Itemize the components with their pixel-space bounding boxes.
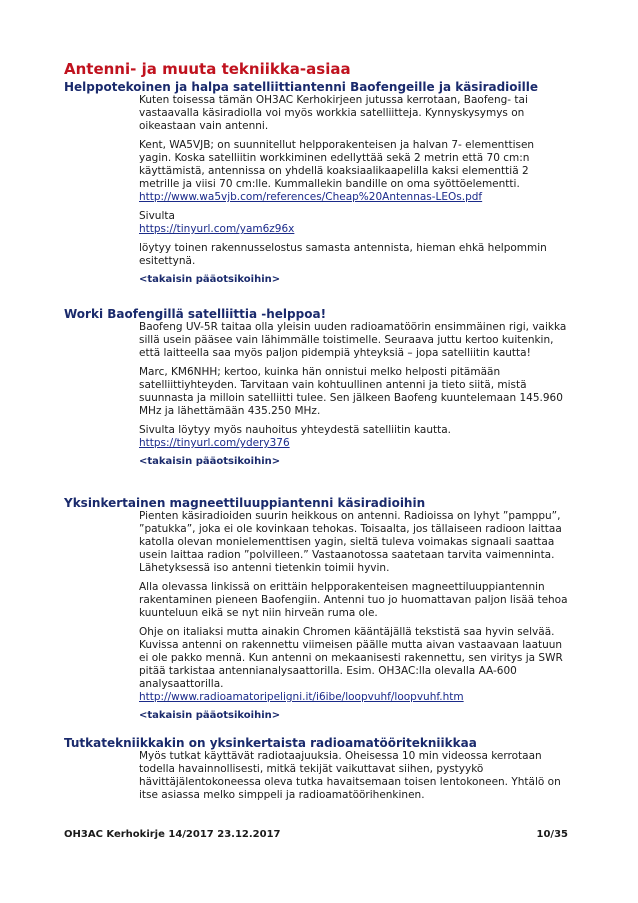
- paragraph: Sivulta https://tinyurl.com/yam6z96x: [139, 210, 295, 235]
- section-heading: Yksinkertainen magneettiluuppiantenni käsiradioihin: [64, 496, 426, 510]
- back-to-top-link[interactable]: <takaisin pääotsikoihin>: [139, 456, 281, 467]
- back-to-top-link[interactable]: <takaisin pääotsikoihin>: [139, 274, 281, 285]
- footer-publication: OH3AC Kerhokirje 14/2017 23.12.2017: [64, 829, 281, 840]
- paragraph: Myös tutkat käyttävät radiotaajuuksia. Oheisessa 10 min videossa kerrotaan todella havainnollisesti, mitkä tekijät vaikuttavat siihen, pystyykö hävittäjälentokoneessa oleva tutka havaitsemaan toisen lentokoneen. Yhtälö on itse asiassa melko simppeli ja radioamatöörihenkinen.: [139, 750, 561, 801]
- section-satellite-antenna: [64, 80, 568, 285]
- paragraph: Baofeng UV-5R taitaa olla yleisin uuden radioamatöörin ensimmäinen rigi, vaikka sillä usein pääsee vain lähimmälle toistimelle. Seuraava juttu kertoo kuitenkin, että laitteella saa myös paljon pidempiä yhteyksiä – jopa satelliitin kautta!: [139, 321, 567, 359]
- paragraph: Pienten käsiradioiden suurin heikkous on antenni. Radioissa on lyhyt ”pamppu”, ”patukka”, joka ei ole kovinkaan tehokas. Toisaalta, jos tällaiseen radioon laittaa katolla olevan monielementtisen yagin, sieltä tuleva voimakas signaali saattaa usein laittaa radion ”polvilleen.” Vastaanotossa saatetaan tarvita vaimenninta. Lähetyksessä iso antenni tietenkin toimii hyvin.: [139, 510, 562, 574]
- section-heading: Tutkatekniikkakin on yksinkertaista radioamatööritekniikkaa: [64, 736, 477, 750]
- section-body: [139, 510, 568, 721]
- paragraph: Kent, WA5VJB; on suunnitellut helpporakenteisen ja halvan 7- elementtisen yagin. Koska satelliitin workkiminen edellyttää sekä 2 metrin että 70 cm:n käyttämistä, antennissa on yhdellä koaksiaalikaapelilla kaksi elementtiä 2 metrille ja viisi 70 cm:lle. Kummallekin bandille on oma syöttöelementti. http://www.wa5vjb.com/references/Cheap%20Antennas-LEOs.pdf: [139, 139, 535, 203]
- paragraph: löytyy toinen rakennusselostus samasta antennista, hieman ehkä helpommin esitettynä.: [139, 242, 547, 267]
- wa5vjb-link[interactable]: http://www.wa5vjb.com/references/Cheap%20Antennas-LEOs.pdf: [139, 191, 483, 203]
- section-body: [139, 94, 568, 285]
- tinyurl-ydery376-link[interactable]: https://tinyurl.com/ydery376: [139, 437, 290, 449]
- section-magnetic-loop: [64, 496, 568, 721]
- page-title: Antenni- ja muuta tekniikka-asiaa: [64, 60, 351, 78]
- section-body: [139, 321, 568, 467]
- paragraph: Ohje on italiaksi mutta ainakin Chromen kääntäjällä tekstistä saa hyvin selvää. Kuvissa antenni on rakennettu viimeisen päälle mutta aivan vastaavaan laatuun ei ole pakko mennä. Kun antenni on mekaanisesti rakennettu, sen viritys ja SWR pitää tarkistaa antennianalysaattorilla. Esim. OH3AC:lla olevalla AA-600 analysaattorilla. http://www.radioamatoripeligni.it/i6ibe/loopvuhf/loopvuhf.htm: [139, 626, 563, 703]
- paragraph: Kuten toisessa tämän OH3AC Kerhokirjeen jutussa kerrotaan, Baofeng- tai vastaavalla käsiradiolla voi myös workkia satelliitteja. Kynnyskysymys on oikeastaan vain antenni.: [139, 94, 528, 132]
- footer-page-number: 10/35: [536, 829, 568, 840]
- paragraph: Sivulta löytyy myös nauhoitus yhteydestä satelliitin kautta. https://tinyurl.com/ydery376: [139, 424, 452, 449]
- section-baofeng-satellite: [64, 307, 568, 467]
- section-body: [139, 750, 568, 802]
- back-to-top-link[interactable]: <takaisin pääotsikoihin>: [139, 710, 281, 721]
- radioamatoripeligni-link[interactable]: http://www.radioamatoripeligni.it/i6ibe/loopvuhf/loopvuhf.htm: [139, 691, 464, 703]
- paragraph: Alla olevassa linkissä on erittäin helpporakenteisen magneettiluuppiantennin rakentaminen pieneen Baofengiin. Antenni tuo jo huomattavan paljon lisää tehoa kuunteluun eikä se nyt niin hirveän ruma ole.: [139, 581, 568, 619]
- section-radar-technology: [64, 736, 568, 808]
- section-heading: Helppotekoinen ja halpa satelliittiantenni Baofengeille ja käsiradioille: [64, 80, 539, 94]
- tinyurl-yam6z96x-link[interactable]: https://tinyurl.com/yam6z96x: [139, 223, 295, 235]
- section-heading: Worki Baofengillä satelliittia -helppoa!: [64, 307, 327, 321]
- paragraph: Marc, KM6NHH; kertoo, kuinka hän onnistui melko helposti pitämään satelliittiyhteyden. Tarvitaan vain kohtuullinen antenni ja tieto siitä, mistä suunnasta ja milloin satelliitti tulee. Sen jälkeen Baofeng kuuntelemaan 145.960 MHz ja lähettämään 435.250 MHz.: [139, 366, 563, 417]
